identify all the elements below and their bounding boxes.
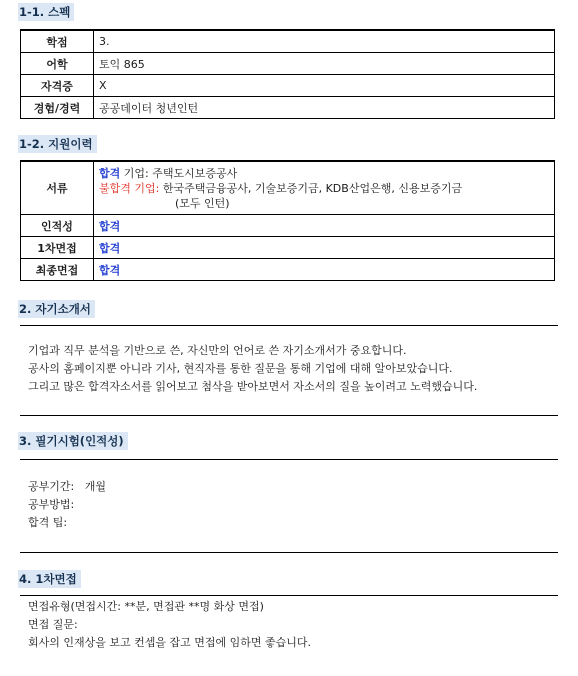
interview-text — [28, 598, 311, 652]
fail-note: (모두 인턴) — [175, 196, 230, 210]
intro-line: 그리고 많은 합격자소서를 읽어보고 첨삭을 받아보면서 자소서의 질을 높이려고 노력했습니다. — [28, 380, 478, 393]
written-line: 합격 팁: — [28, 516, 68, 529]
written-text — [28, 478, 106, 532]
section-title-spec: 1-1. 스펙 — [18, 3, 74, 21]
table-row — [21, 97, 555, 119]
intro-line: 공사의 홈페이지뿐 아니라 기사, 현직자를 통한 질문을 통해 기업에 대해 알아보았습니다. — [28, 362, 453, 375]
spec-value: 3. — [94, 30, 555, 53]
apply-label: 1차면접 — [21, 237, 94, 259]
pass-tag: 합격 — [99, 166, 121, 180]
pass-companies: 기업: 주택도시보증공사 — [120, 166, 238, 180]
apply-label: 최종면접 — [21, 259, 94, 281]
interview-line: 면접 질문: — [28, 618, 78, 631]
section-title-intro: 2. 자기소개서 — [18, 300, 95, 318]
table-row — [21, 237, 555, 259]
written-line: 공부방법: — [28, 498, 75, 511]
intro-text — [28, 342, 477, 396]
table-row — [21, 215, 555, 237]
fail-tag: 불합격 기업: — [99, 181, 160, 195]
spec-label: 학점 — [21, 30, 94, 53]
table-row — [21, 75, 555, 97]
table-row — [21, 161, 555, 215]
section-title-written: 3. 필기시험(인적성) — [18, 432, 128, 450]
apply-label: 인적성 — [21, 215, 94, 237]
apply-docs-value — [94, 161, 555, 215]
apply-result: 합격 — [94, 215, 555, 237]
table-row — [21, 53, 555, 75]
spec-label: 자격증 — [21, 75, 94, 97]
spec-value: 토익 865 — [94, 53, 555, 75]
spec-label: 경험/경력 — [21, 97, 94, 119]
intro-line: 기업과 직무 분석을 기반으로 쓴, 자신만의 언어로 쓴 자기소개서가 중요합니다. — [28, 344, 407, 357]
fail-companies: 한국주택금융공사, 기술보증기금, KDB산업은행, 신용보증기금 — [159, 181, 463, 195]
table-row — [21, 259, 555, 281]
apply-result: 합격 — [94, 259, 555, 281]
interview-line: 회사의 인재상을 보고 컨셉을 잡고 면접에 임하면 좋습니다. — [28, 636, 311, 649]
apply-label-docs: 서류 — [21, 161, 94, 215]
written-line: 공부기간: 개월 — [28, 480, 106, 493]
spec-label: 어학 — [21, 53, 94, 75]
interview-line: 면접유형(면접시간: **분, 면접관 **명 화상 면접) — [28, 600, 264, 613]
section-title-apply: 1-2. 지원이력 — [18, 135, 97, 153]
apply-result: 합격 — [94, 237, 555, 259]
spec-table — [20, 29, 555, 119]
spec-value: 공공데이터 청년인턴 — [94, 97, 555, 119]
table-row — [21, 30, 555, 53]
apply-table — [20, 160, 555, 281]
section-title-interview: 4. 1차면접 — [18, 570, 81, 588]
spec-value: X — [94, 75, 555, 97]
